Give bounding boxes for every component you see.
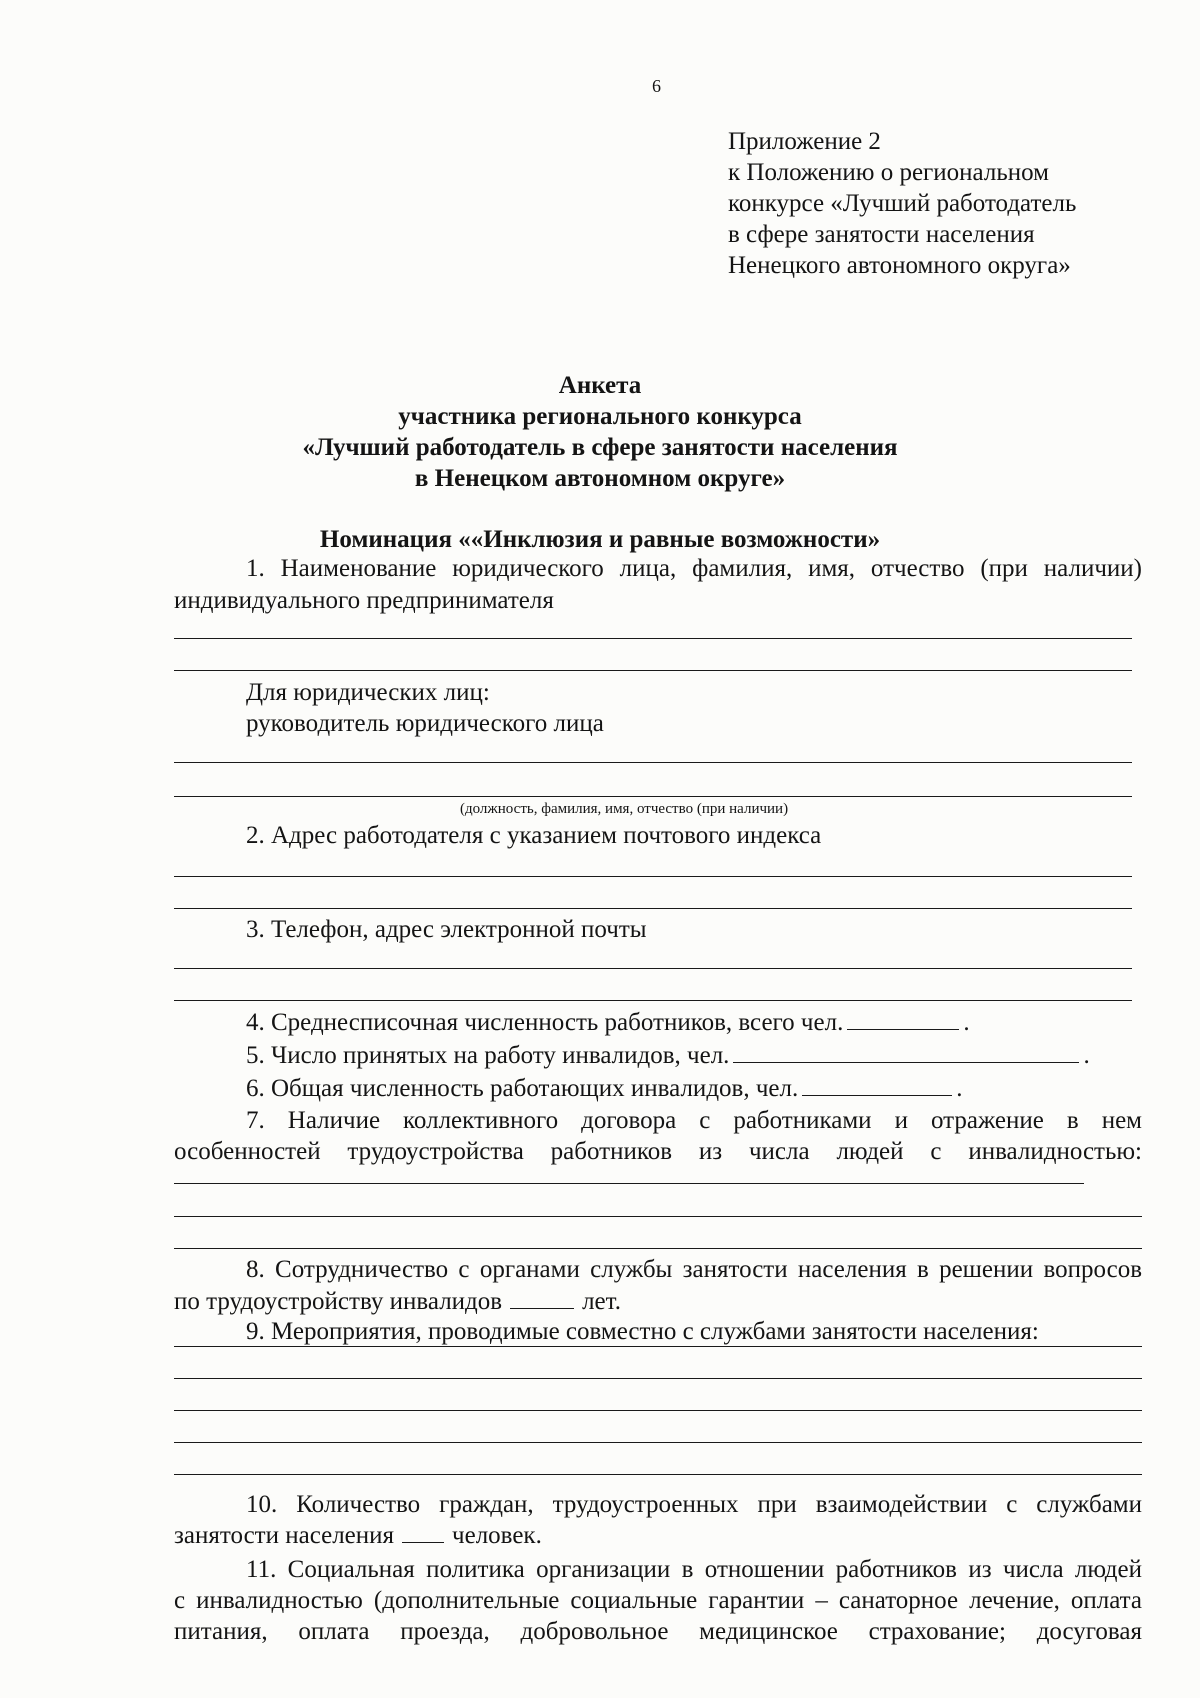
q10-text: 10. Количество граждан, трудоустроенных при взаимодействии с службами — [246, 1491, 1142, 1518]
appendix-line-2: к Положению о региональном — [728, 159, 1049, 186]
answer-line[interactable] — [174, 1346, 1142, 1347]
answer-line[interactable] — [174, 1216, 1142, 1217]
answer-line[interactable] — [174, 968, 1132, 969]
answer-line[interactable] — [174, 876, 1132, 877]
q11-text: 11. Социальная политика организации в отношении работников из числа людей — [246, 1556, 1142, 1583]
q8-line-1 — [174, 1254, 1142, 1286]
q7-line-2: особенностей трудоустройства работников из числа людей с инвалидностью: — [174, 1138, 1142, 1165]
appendix-line-1: Приложение 2 — [728, 128, 881, 155]
answer-line[interactable] — [174, 1474, 1142, 1475]
q5-answer-blank[interactable] — [733, 1040, 1079, 1063]
q7-text: 7. Наличие коллективного договора с работниками и отражение в нем — [246, 1107, 1142, 1134]
q10-unit: человек. — [452, 1522, 542, 1549]
q10-line-2 — [174, 1520, 542, 1552]
q8-years-blank[interactable] — [510, 1286, 574, 1309]
q6-row — [246, 1073, 962, 1105]
q10-count-blank[interactable] — [402, 1520, 444, 1543]
q9-label: 9. Мероприятия, проводимые совместно с службами занятости населения: — [246, 1318, 1039, 1345]
q10-line-1 — [174, 1489, 1142, 1521]
q1-line-1 — [174, 553, 1142, 585]
appendix-line-4: в сфере занятости населения — [728, 221, 1035, 248]
answer-line[interactable] — [174, 1378, 1142, 1379]
appendix-line-3: конкурсе «Лучший работодатель — [728, 190, 1077, 217]
title-line-4: в Ненецком автономном округе» — [414, 465, 786, 492]
q11-line-1 — [174, 1554, 1142, 1586]
q7-line-1 — [174, 1105, 1142, 1137]
period: . — [963, 1009, 970, 1036]
answer-line[interactable] — [174, 762, 1132, 763]
answer-line[interactable] — [174, 796, 1132, 797]
q1-text: 1. Наименование юридического лица, фамилия, имя, отчество (при наличии) — [246, 555, 1142, 582]
answer-line[interactable] — [174, 1248, 1142, 1249]
period: . — [956, 1075, 963, 1102]
q1-line-2: индивидуального предпринимателя — [174, 587, 554, 614]
q4-label: 4. Среднесписочная численность работников, всего чел. — [246, 1009, 844, 1036]
answer-line[interactable] — [174, 1000, 1132, 1001]
q8-unit: лет. — [582, 1288, 621, 1315]
answer-line[interactable] — [174, 908, 1132, 909]
page-number: 6 — [652, 76, 661, 96]
q5-row — [246, 1040, 1090, 1072]
q11-line-2: с инвалидностью (дополнительные социальные гарантии – санаторное лечение, оплата — [174, 1587, 1142, 1614]
answer-line[interactable] — [174, 670, 1132, 671]
answer-line[interactable] — [174, 1442, 1142, 1443]
nomination-heading: Номинация ««Инклюзия и равные возможности» — [319, 526, 881, 553]
q2-label: 2. Адрес работодателя с указанием почтового индекса — [246, 822, 822, 849]
period: . — [1083, 1042, 1090, 1069]
q4-answer-blank[interactable] — [847, 1007, 959, 1030]
q10-label: занятости населения — [174, 1522, 395, 1549]
answer-line[interactable] — [174, 1410, 1142, 1411]
q11-line-3: питания, оплата проезда, добровольное медицинское страхование; досуговая — [174, 1618, 1142, 1645]
q5-label: 5. Число принятых на работу инвалидов, чел. — [246, 1042, 730, 1069]
head-caption: (должность, фамилия, имя, отчество (при наличии) — [460, 801, 789, 817]
title-line-2: участника регионального конкурса — [398, 403, 802, 430]
q8-label: по трудоустройству инвалидов — [174, 1288, 503, 1315]
answer-line[interactable] — [174, 1183, 1084, 1184]
q3-label: 3. Телефон, адрес электронной почты — [246, 916, 647, 943]
q6-answer-blank[interactable] — [802, 1073, 952, 1096]
title-line-1: Анкета — [558, 372, 642, 399]
appendix-line-5: Ненецкого автономного округа» — [728, 252, 1071, 279]
q6-label: 6. Общая численность работающих инвалидов, чел. — [246, 1075, 799, 1102]
head-label: руководитель юридического лица — [246, 710, 604, 737]
answer-line[interactable] — [174, 638, 1132, 639]
q4-row — [246, 1007, 970, 1039]
title-line-3: «Лучший работодатель в сфере занятости населения — [302, 434, 898, 461]
q8-text: 8. Сотрудничество с органами службы занятости населения в решении вопросов — [246, 1256, 1142, 1283]
legal-entities-label: Для юридических лиц: — [246, 679, 490, 706]
q8-line-2 — [174, 1286, 621, 1318]
